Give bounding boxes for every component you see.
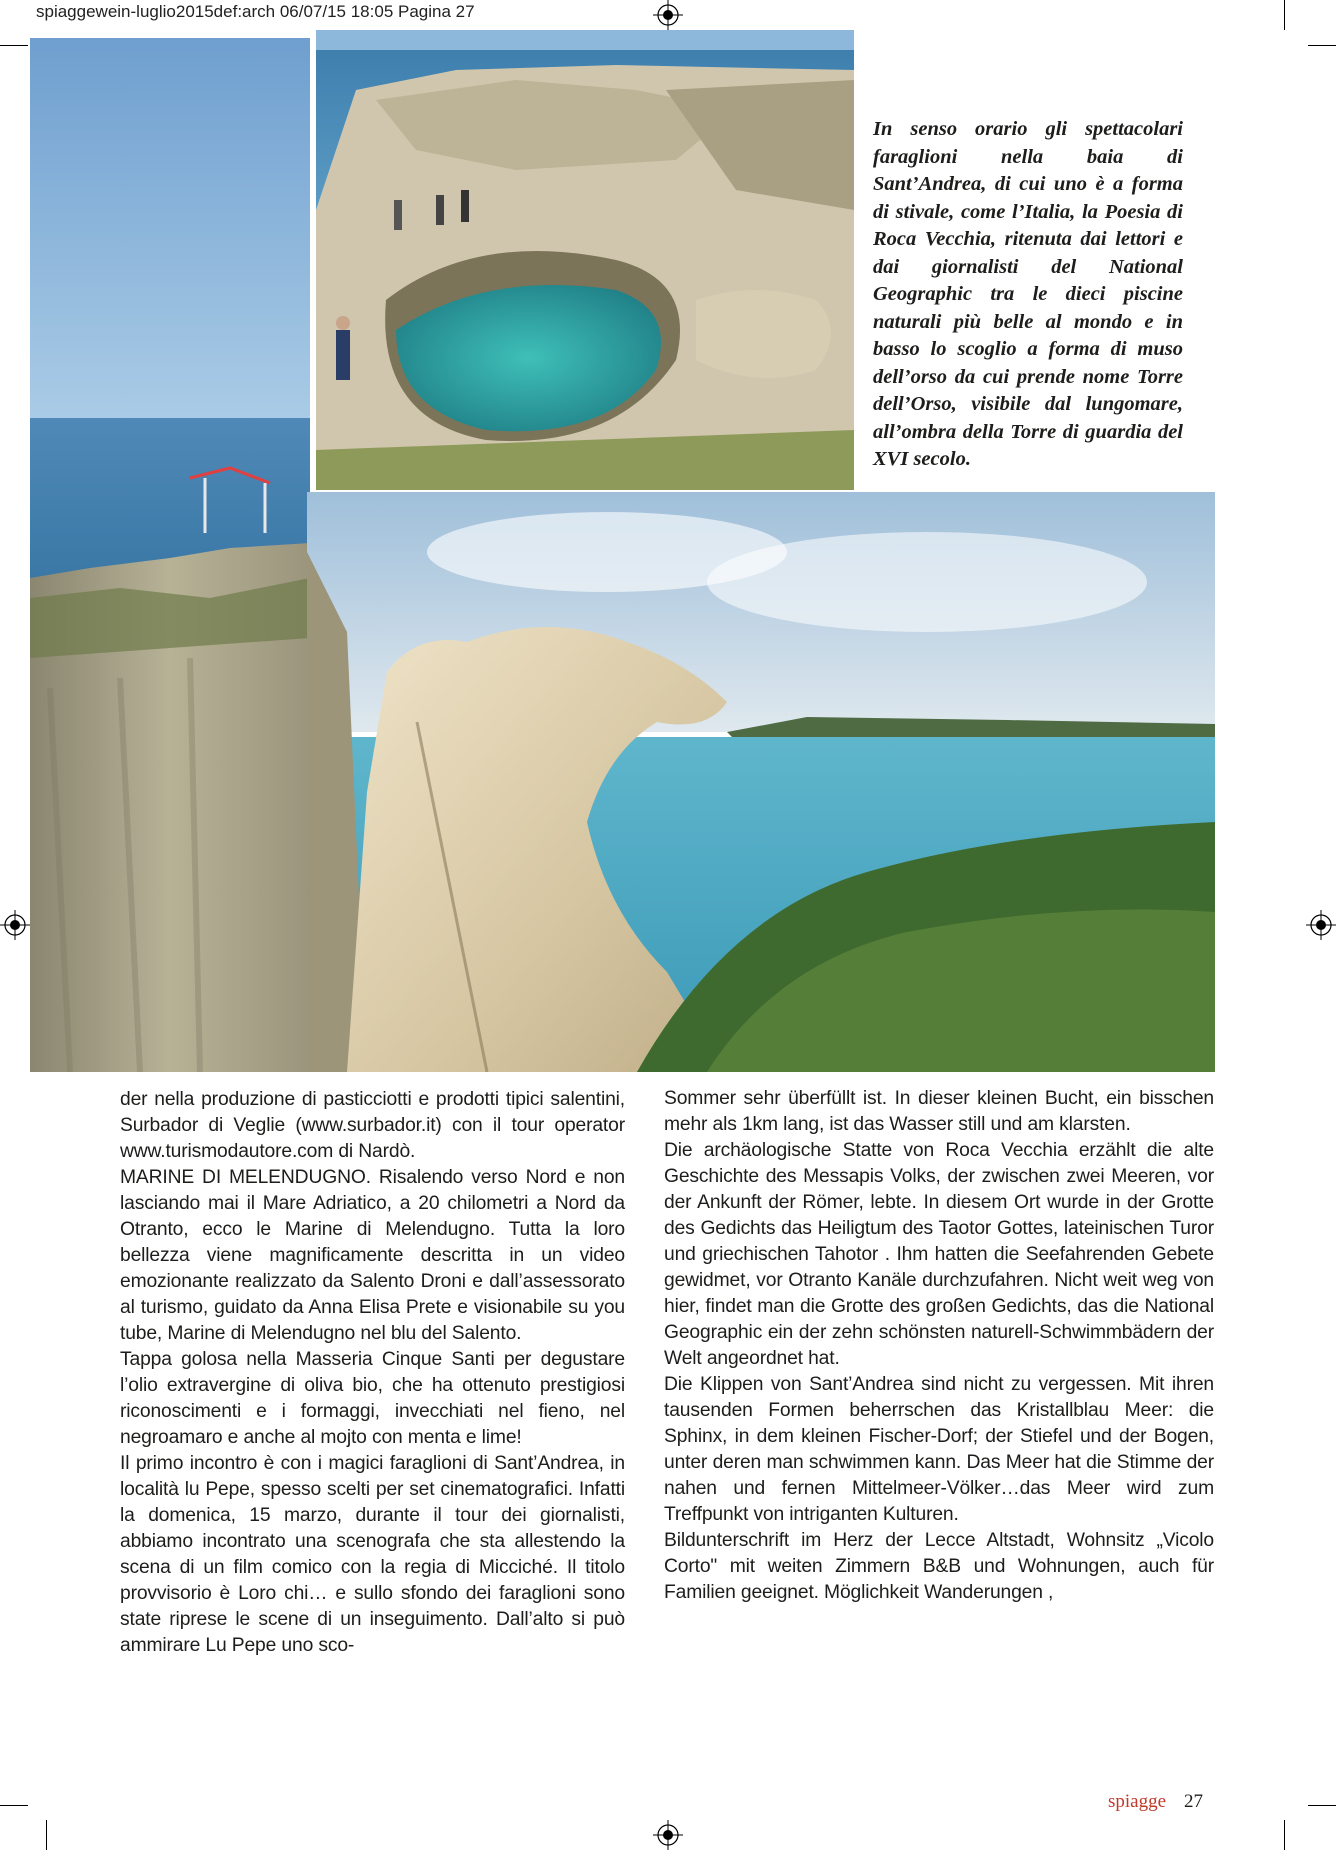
crop-mark — [1284, 0, 1285, 30]
paragraph: Il primo incontro è con i magici faraglioni di Sant’Andrea, in località lu Pepe, spesso scelti per set cinematografici. Infatti la domenica, 15 marzo, durante il tour dei giornalisti, abbiamo incontrato una scenografa che sta allestendo la scena di un film comico con la regia di Micciché. Il titolo provvisorio è Loro chi… e sullo sfondo dei faraglioni sono state riprese le scene di un inseguimento. Dall’alto si può ammirare Lu Pepe uno sco- — [120, 1453, 625, 1656]
crop-mark — [0, 1805, 28, 1806]
page-folio — [1108, 1791, 1203, 1813]
registration-mark-icon — [653, 0, 683, 30]
paragraph: Die Klippen von Sant’Andrea sind nicht zu vergessen. Mit ihren tausenden Formen beherrschen das Kristallblau Meer: die Sphinx, in dem kleinen Fischer-Dorf; der Stiefel und der Bogen, unter deren man schwimmen kann. Das Meer hat die Stimme der nahen und fernen Mittelmeer-Völker…das Meer wird zum Treffpunkt von intriganten Kulturen. — [664, 1374, 1214, 1525]
coastal-cliff-photo — [30, 38, 310, 1072]
crop-mark — [1308, 1805, 1336, 1806]
registration-mark-icon — [653, 1820, 683, 1850]
page-number: 27 — [1184, 1791, 1204, 1812]
natural-pool-photo — [316, 30, 854, 490]
article-column-german — [664, 1086, 1214, 1606]
bear-rock-photo — [307, 492, 1215, 1072]
paragraph: Sommer sehr überfüllt ist. In dieser kleinen Bucht, ein bisschen mehr als 1km lang, ist das Wasser still und am klarsten. — [664, 1088, 1214, 1135]
registration-mark-icon — [1306, 910, 1336, 940]
registration-mark-icon — [0, 910, 30, 940]
crop-mark — [1284, 1820, 1285, 1850]
crop-mark — [1308, 45, 1336, 46]
paragraph: Die archäologische Statte von Roca Vecchia erzählt die alte Geschichte des Messapis Volks, der zwischen zwei Meeren, vor der Ankunft der Römer, lebte. In diesem Ort wurde in der Grotte des Gedichts das Heiligtum des Taotor Gottes, lateinischen Turor und griechischen Tahotor . Ihm hatten die Seefahrenden Gebete gewidmet, vor Otranto Kanäle durchzufahren. Nicht weit weg von hier, findet man die Grotte des großen Gedichts, das die National Geographic ein der zehn schönsten naturell-Schwimmbädern der Welt angeordnet hat. — [664, 1140, 1214, 1369]
photo-caption: In senso orario gli spettacolari faraglioni nella baia di Sant’Andrea, di cui uno è a forma di stivale, come l’Italia, la Poesia di Roca Vecchia, ritenuta dai lettori e dai giornalisti del National Geographic tra le dieci piscine naturali più belle al mondo e in basso lo scoglio a forma di muso dell’orso da cui prende nome Torre dell’Orso, visibile dal lungomare, all’ombra della Torre di guardia del XVI secolo. — [873, 118, 1183, 470]
article-column-italian — [120, 1087, 625, 1659]
paragraph: der nella produzione di pasticciotti e prodotti tipici salentini, Surbador di Veglie (www.surbador.it) con il tour operator www.turismodautore.com di Nardò. — [120, 1089, 625, 1162]
crop-mark — [0, 45, 28, 46]
slug-line: spiaggewein-luglio2015def:arch 06/07/15 18:05 Pagina 27 — [36, 2, 475, 21]
paragraph: Tappa golosa nella Masseria Cinque Santi per degustare l’olio extravergine di oliva bio, che ha ottenuto prestigiosi riconoscimenti e i formaggi, invecchiati nel fieno, nel negroamaro e anche al mojto con menta e lime! — [120, 1349, 625, 1448]
magazine-name: spiagge — [1108, 1791, 1167, 1812]
crop-mark — [46, 1820, 47, 1850]
paragraph: Bildunterschrift im Herz der Lecce Altstadt, Wohnsitz „Vicolo Corto" mit weiten Zimmern B&B und Wohnungen, auch für Familien geeignet. Möglichkeit Wanderungen , — [664, 1530, 1214, 1603]
paragraph: MARINE DI MELENDUGNO. Risalendo verso Nord e non lasciando mai il Mare Adriatico, a 20 chilometri a Nord da Otranto, ecco le Marine di Melendugno. Tutta la loro bellezza viene magnificamente descritta in un video emozionante realizzato da Salento Droni e dall’assessorato al turismo, guidato da Anna Elisa Prete e visionabile su you tube, Marine di Melendugno nel blu del Salento. — [120, 1167, 625, 1344]
